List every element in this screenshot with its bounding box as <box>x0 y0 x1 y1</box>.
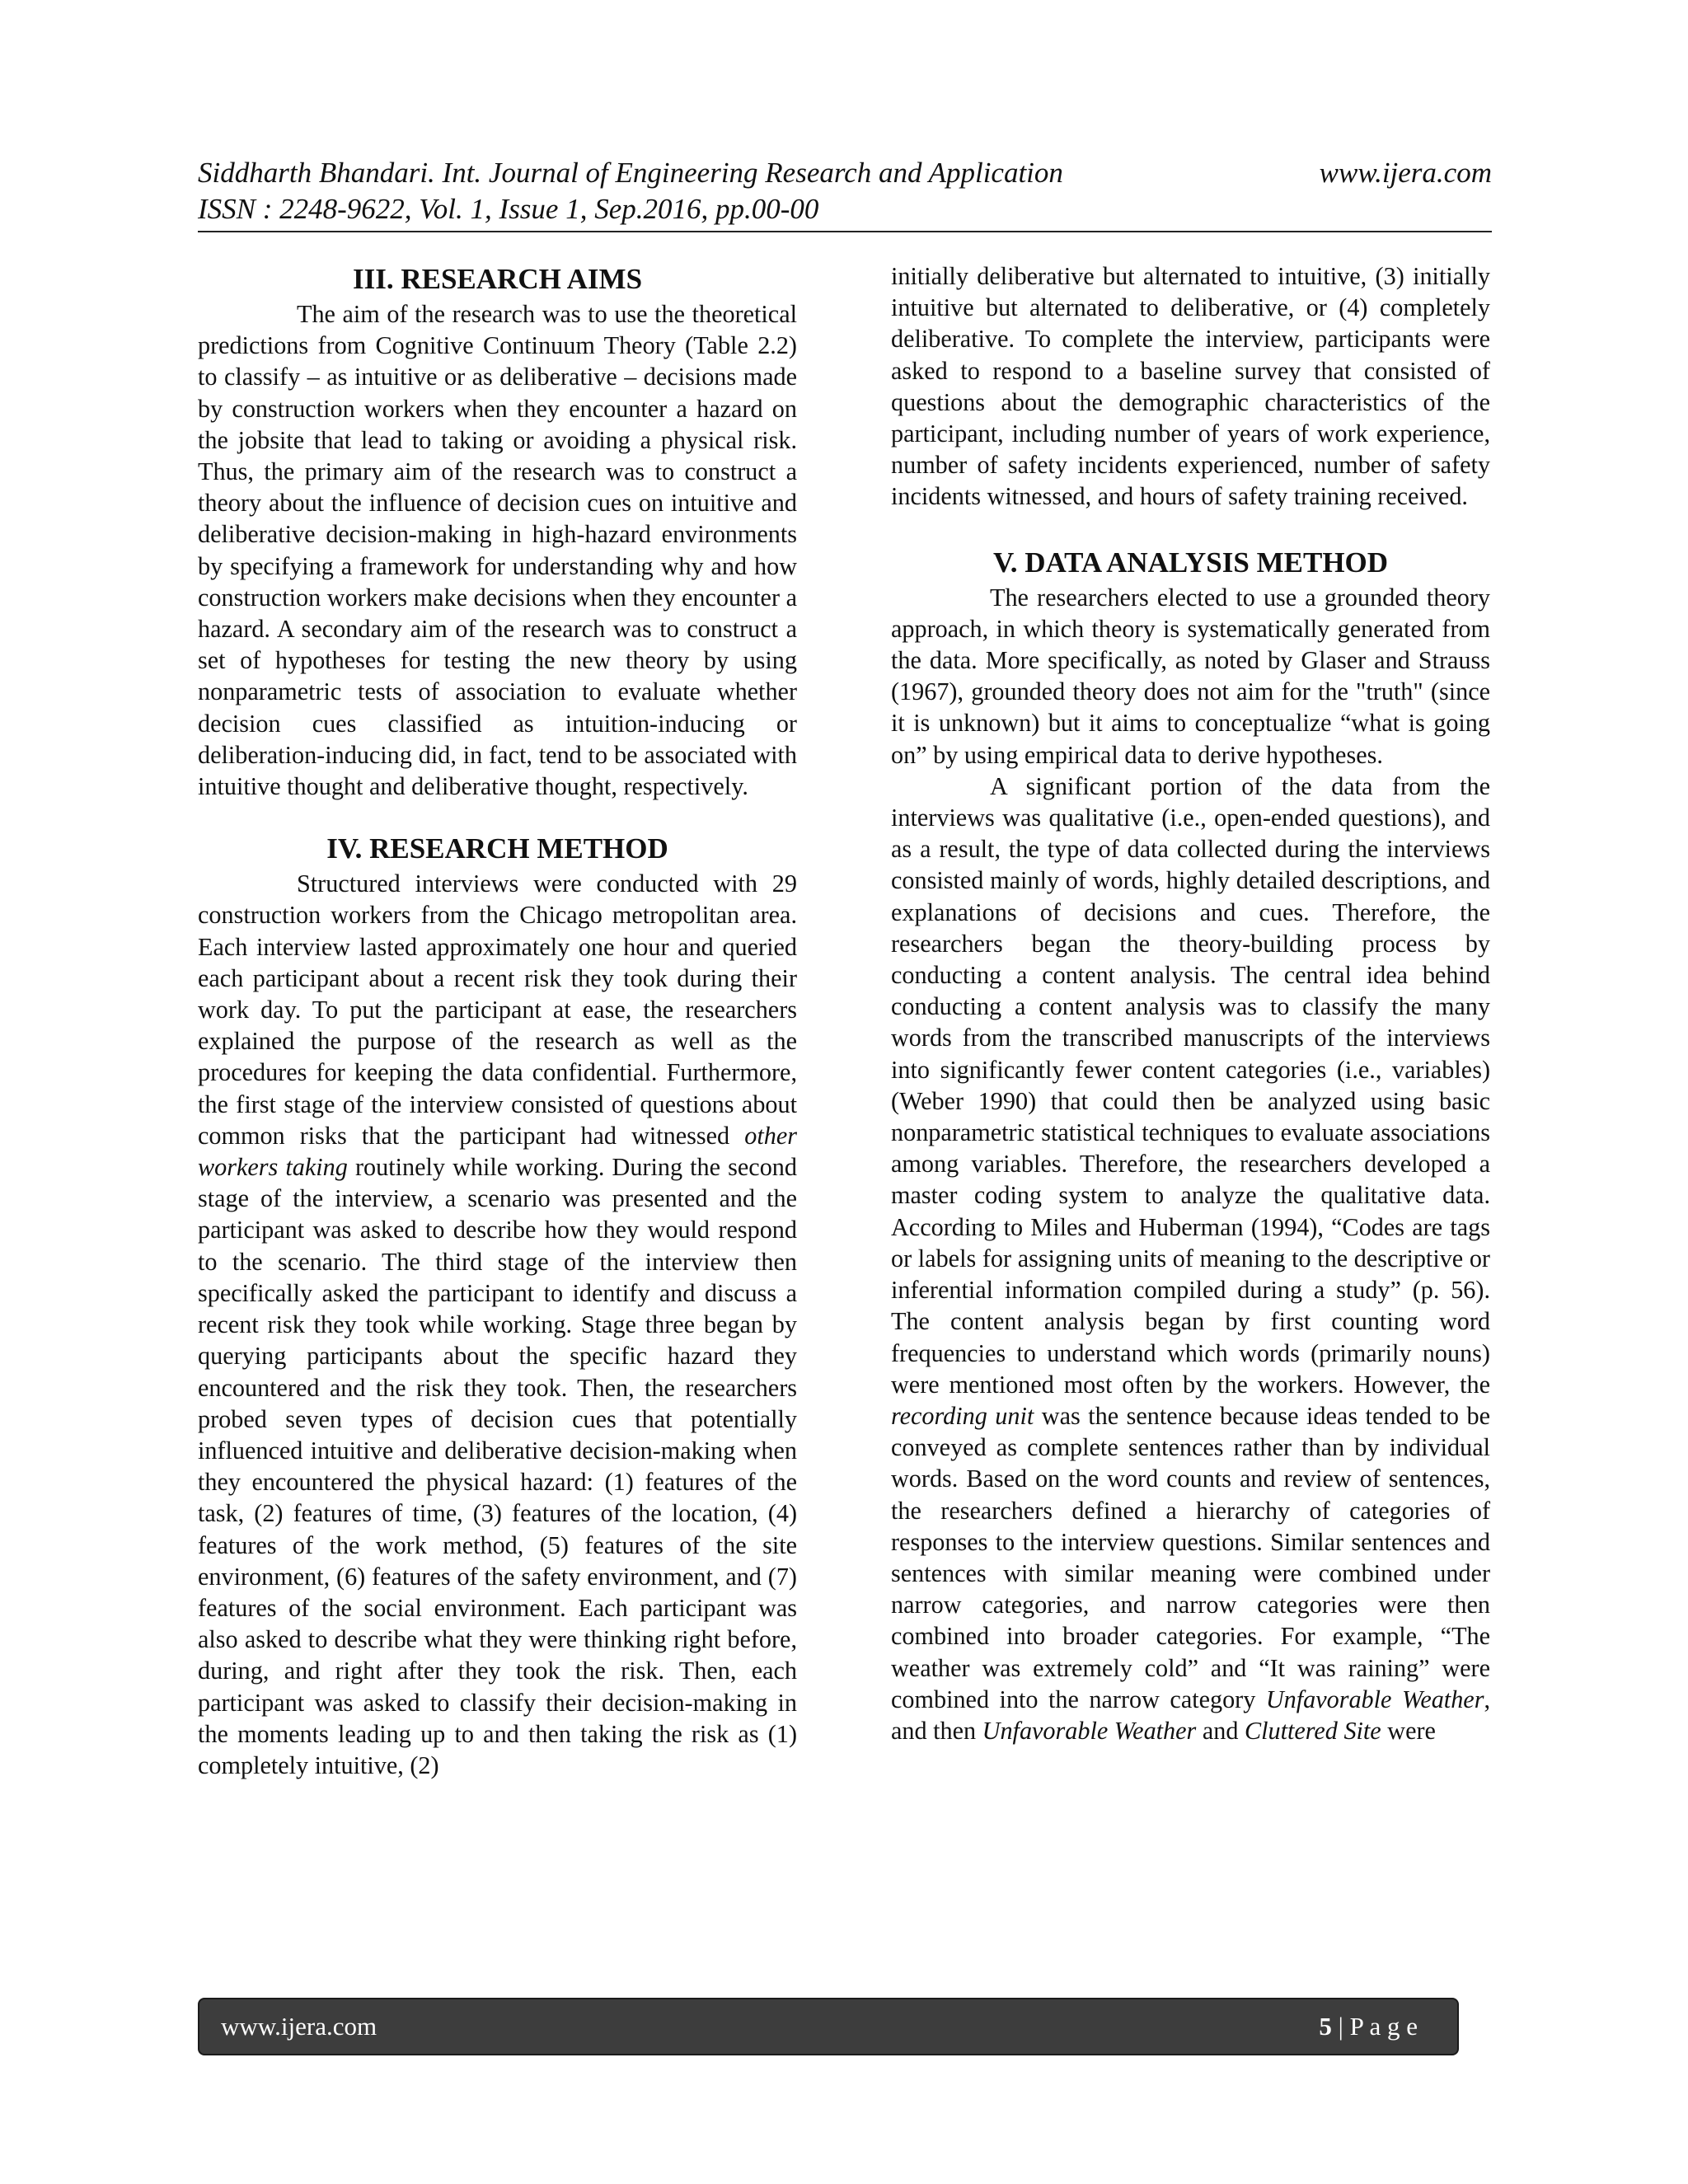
emphasis-text: Cluttered Site <box>1244 1716 1381 1745</box>
section-heading-research-aims: III. RESEARCH AIMS <box>352 263 643 295</box>
journal-citation: Siddharth Bhandari. Int. Journal of Engineering Research and Application <box>198 157 1063 189</box>
emphasis-text: recording unit <box>891 1401 1034 1430</box>
left-column <box>198 260 797 1781</box>
research-method-continued: initially deliberative but alternated to intuitive, (3) initially intuitive but alternated to deliberative, or (4) completely deliberative. To complete the interview, participants were asked to respond to a baseline survey that consisted of questions about the demographic characteristics of the participant, including number of years of work experience, number of safety incidents experienced, number of safety incidents witnessed, and hours of safety training received. <box>891 262 1490 511</box>
running-header <box>198 155 1492 232</box>
page-number: 5 | P a g e <box>1319 2012 1418 2041</box>
research-method-paragraph: Structured interviews were conducted with 29 construction workers from the Chicago metropolitan area. Each interview lasted approximately one hour and queried each participant about a recent risk they took during their work day. To put the participant at ease, the researchers explained the purpose of the research as well as the procedures for keeping the data confidential. Furthermore, the first stage of the interview consisted of questions about common risks that the participant had witnessed other workers taking routinely while working. During the second stage of the interview, a scenario was presented and the participant was asked to describe how they would respond to the scenario. The third stage of the interview then specifically asked the participant to identify and discuss a recent risk they took while working. Stage three began by querying participants about the specific hazard they encountered and the risk they took. Then, the researchers probed seven types of decision cues that potentially influenced intuitive and deliberative decision-making when they encountered the physical hazard: (1) features of the task, (2) features of time, (3) features of the location, (4) features of the work method, (5) features of the site environment, (6) features of the safety environment, and (7) features of the social environment. Each participant was also asked to describe what they were thinking right before, during, and right after they took the risk. Then, each participant was asked to classify their decision-making in the moments leading up to and then taking the risk as (1) completely intuitive, (2) <box>198 869 797 1779</box>
emphasis-text: Unfavorable Weather <box>1265 1685 1484 1713</box>
data-analysis-paragraph-2: A significant portion of the data from the interviews was qualitative (i.e., open-ended questions), and as a result, the type of data collected during the interviews consisted mainly of words, highly detailed descriptions, and explanations of decisions and cues. Therefore, the researchers began the theory-building process by conducting a content analysis. The central idea behind conducting a content analysis was to classify the many words from the transcribed manuscripts of the interviews into significantly fewer content categories (i.e., variables) (Weber 1990) that could then be analyzed using basic nonparametric statistical techniques to evaluate associations among variables. Therefore, the researchers developed a master coding system to analyze the qualitative data. According to Miles and Huberman (1994), “Codes are tags or labels for assigning units of meaning to the descriptive or inferential information compiled during a study” (p. 56). The content analysis began by first counting word frequencies to understand which words (primarily nouns) were mentioned most often by the workers. However, the recording unit was the sentence because ideas tended to be conveyed as complete sentences rather than by individual words. Based on the word counts and review of sentences, the researchers defined a hierarchy of categories of responses to the interview questions. Similar sentences and sentences with similar meaning were combined under narrow categories, and narrow categories were then combined into broader categories. For example, “The weather was extremely cold” and “It was raining” were combined into the narrow category Unfavorable Weather, and then Unfavorable Weather and Cluttered Site were <box>891 771 1490 1745</box>
footer-website: www.ijera.com <box>221 2012 377 2041</box>
right-column <box>891 260 1490 1746</box>
page-footer <box>198 1998 1459 2055</box>
issn-line: ISSN : 2248-9622, Vol. 1, Issue 1, Sep.2016, pp.00-00 <box>198 193 819 225</box>
data-analysis-paragraph-1: The researchers elected to use a grounded theory approach, in which theory is systematically generated from the data. More specifically, as noted by Glaser and Strauss (1967), grounded theory does not aim for the "truth" (since it is unknown) but it aims to conceptualize “what is going on” by using empirical data to derive hypotheses. <box>891 583 1490 769</box>
emphasis-text: Unfavorable Weather <box>982 1716 1197 1745</box>
section-heading-research-method: IV. RESEARCH METHOD <box>326 832 668 865</box>
research-aims-paragraph: The aim of the research was to use the theoretical predictions from Cognitive Continuum Theory (Table 2.2) to classify – as intuitive or as deliberative – decisions made by construction workers when they encounter a hazard on the jobsite that lead to taking or avoiding a physical risk. Thus, the primary aim of the research was to construct a theory about the influence of decision cues on intuitive and deliberative decision-making in high-hazard environments by specifying a framework for understanding why and how construction workers make decisions when they encounter a hazard. A secondary aim of the research was to construct a set of hypotheses for testing the new theory by using nonparametric tests of association to evaluate whether decision cues classified as intuition-inducing or deliberation-inducing did, in fact, tend to be associated with intuitive thought and deliberative thought, respectively. <box>198 300 797 801</box>
emphasis-text: other workers taking <box>198 1121 797 1182</box>
journal-website: www.ijera.com <box>1319 157 1492 189</box>
section-heading-data-analysis: V. DATA ANALYSIS METHOD <box>992 546 1389 579</box>
